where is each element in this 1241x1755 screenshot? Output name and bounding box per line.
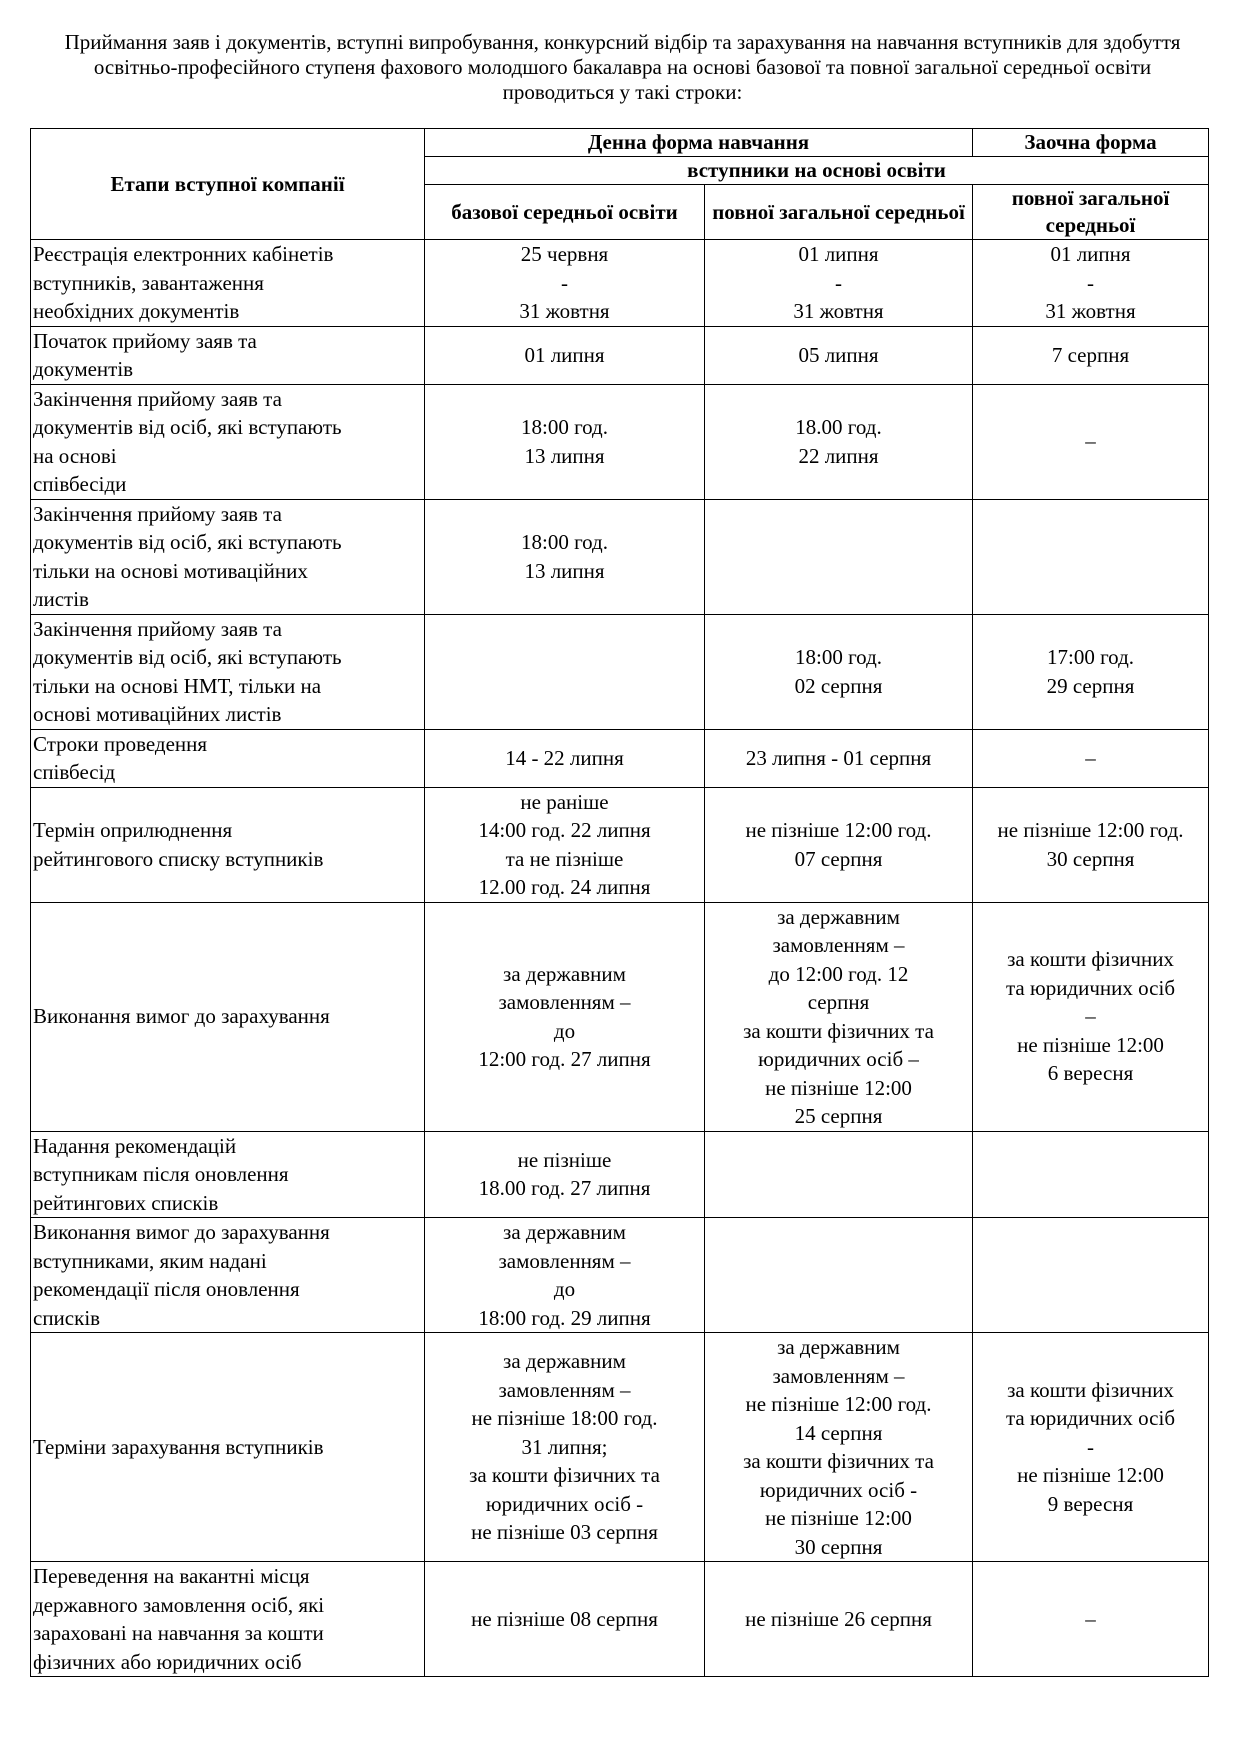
full-secondary-part-time-cell [973, 729, 1209, 787]
cell-line: та юридичних осіб [1006, 1406, 1176, 1431]
header-col-basic: базової середньої освіти [425, 185, 705, 240]
cell-line: не пізніше 12:00 [1017, 1032, 1164, 1057]
cell-line: 18:00 год. [520, 415, 608, 439]
cell-line: не пізніше 26 серпня [745, 1606, 932, 1631]
table-row [31, 614, 1209, 729]
cell-line: 31 жовтня [1045, 299, 1136, 323]
cell-line: 02 серпня [794, 673, 883, 698]
cell-line: 13 липня [524, 558, 605, 583]
cell-line: 01 липня [798, 242, 879, 266]
cell-line: Термін оприлюднення [33, 818, 233, 842]
cell-line: документів від осіб, які вступають [33, 645, 342, 669]
cell-line: рейтингових списків [33, 1190, 219, 1215]
cell-line: 23 липня - 01 серпня [745, 745, 932, 770]
cell-line: 05 липня [798, 342, 879, 367]
cell-line: за державним [777, 904, 900, 929]
cell-line: державного замовлення осіб, які [33, 1592, 325, 1617]
cell-line: 29 серпня [1046, 673, 1135, 698]
cell-line: рейтингового списку вступників [33, 846, 324, 871]
cell-line: 17:00 год. [1047, 645, 1135, 669]
schedule-body [31, 240, 1209, 1677]
cell-line: за державним [503, 1349, 626, 1374]
basic-secondary-cell [425, 1562, 705, 1677]
header-row-forms [31, 129, 1209, 157]
cell-line: Початок прийому заяв та [33, 328, 257, 353]
cell-line: рекомендації після оновлення [33, 1277, 300, 1301]
cell-line: 31 жовтня [793, 299, 884, 323]
header-day-form: Денна форма навчання [425, 129, 973, 157]
cell-line: Виконання вимог до зарахування [33, 1220, 330, 1244]
cell-line: - [835, 270, 842, 295]
basic-secondary-cell [425, 326, 705, 384]
cell-line: Закінчення прийому заяв та [33, 386, 282, 411]
cell-line: Закінчення прийому заяв та [33, 616, 282, 641]
table-row [31, 240, 1209, 327]
cell-line: вступників, завантаження [33, 270, 264, 295]
cell-line: не пізніше 12:00 год. [997, 818, 1184, 842]
cell-line: документів [33, 357, 134, 381]
table-row [31, 1562, 1209, 1677]
full-secondary-part-time-cell [973, 1131, 1209, 1218]
cell-line: документів від осіб, які вступають [33, 530, 342, 554]
cell-line: не пізніше 12:00 год. [745, 818, 932, 842]
cell-line: 01 липня [524, 342, 605, 367]
cell-line: 31 жовтня [519, 299, 610, 323]
full-secondary-day-cell [705, 1218, 973, 1333]
table-row [31, 1218, 1209, 1333]
cell-line: 6 вересня [1047, 1061, 1134, 1086]
cell-line: списків [33, 1305, 101, 1330]
header-stages: Етапи вступної компанії [31, 129, 425, 240]
cell-line: Переведення на вакантні місця [33, 1564, 310, 1588]
cell-line: не пізніше 18:00 год. [471, 1406, 658, 1431]
cell-line: 18:00 год. 29 липня [478, 1305, 651, 1330]
cell-line: за державним [503, 961, 626, 986]
table-row [31, 729, 1209, 787]
cell-line: за державним [503, 1220, 626, 1244]
full-secondary-part-time-cell [973, 787, 1209, 902]
cell-line: 18.00 год. 27 липня [478, 1176, 651, 1201]
table-row [31, 384, 1209, 499]
basic-secondary-cell [425, 1333, 705, 1562]
table-row [31, 1333, 1209, 1562]
cell-line: Строки проведення [33, 731, 208, 756]
cell-line: Закінчення прийому заяв та [33, 501, 282, 526]
cell-line: не пізніше 03 серпня [471, 1520, 658, 1545]
cell-line: 18:00 год. [520, 530, 608, 554]
cell-line: 07 серпня [794, 846, 883, 871]
full-secondary-day-cell [705, 240, 973, 327]
cell-line: тільки на основі НМТ, тільки на [33, 673, 322, 698]
cell-line: до [553, 1277, 576, 1301]
cell-line: замовленням – [498, 1248, 631, 1273]
cell-line: 7 серпня [1051, 342, 1130, 367]
basic-secondary-cell [425, 787, 705, 902]
full-secondary-day-cell [705, 614, 973, 729]
cell-line: 14 серпня [794, 1420, 883, 1445]
full-secondary-day-cell [705, 499, 973, 614]
cell-line: та не пізніше [505, 846, 624, 871]
cell-line: 01 липня [1050, 242, 1131, 266]
cell-line: за кошти фізичних та [743, 1018, 934, 1043]
basic-secondary-cell [425, 1218, 705, 1333]
full-secondary-day-cell [705, 787, 973, 902]
cell-line: – [1085, 745, 1096, 770]
full-secondary-part-time-cell [973, 1218, 1209, 1333]
cell-line: Терміни зарахування вступників [33, 1434, 324, 1459]
basic-secondary-cell [425, 1131, 705, 1218]
cell-line: Виконання вимог до зарахування [33, 1004, 330, 1029]
cell-line: 12.00 год. 24 липня [478, 875, 651, 899]
cell-line: 22 липня [798, 443, 879, 468]
cell-line: вступникам після оновлення [33, 1162, 289, 1186]
stage-cell [31, 1131, 425, 1218]
cell-line: не пізніше 08 серпня [471, 1606, 658, 1631]
cell-line: за кошти фізичних [1007, 947, 1174, 972]
cell-line: на основі [33, 443, 117, 468]
cell-line: 9 вересня [1047, 1491, 1134, 1516]
stage-cell [31, 326, 425, 384]
cell-line: – [1085, 429, 1096, 454]
cell-line: за кошти фізичних та [469, 1463, 660, 1488]
cell-line: тільки на основі мотиваційних [33, 558, 308, 583]
cell-line: за кошти фізичних [1007, 1377, 1174, 1402]
cell-line: 12:00 год. 27 липня [478, 1047, 651, 1071]
table-row [31, 1131, 1209, 1218]
cell-line: не пізніше 12:00 [1017, 1463, 1164, 1488]
cell-line: 25 червня [520, 242, 609, 266]
stage-cell [31, 614, 425, 729]
full-secondary-day-cell [705, 326, 973, 384]
cell-line: за державним [777, 1335, 900, 1359]
cell-line: Реєстрація електронних кабінетів [33, 242, 334, 266]
stage-cell [31, 902, 425, 1131]
full-secondary-day-cell [705, 384, 973, 499]
cell-line: – [1085, 1004, 1096, 1029]
intro-paragraph: Приймання заяв і документів, вступні випробування, конкурсний відбір та зарахування на навчання вступників для здобуття освітньо-професійного ступеня фахового молодшого бакалавра на основі базової та повної загальної середньої освіти проводиться у такі строки: [64, 30, 1181, 104]
cell-line: листів [33, 587, 89, 611]
cell-line: та юридичних осіб [1006, 975, 1176, 1000]
cell-line: документів від осіб, які вступають [33, 415, 342, 439]
stage-cell [31, 240, 425, 327]
cell-line: зараховані на навчання за кошти [33, 1621, 324, 1645]
full-secondary-day-cell [705, 1131, 973, 1218]
cell-line: замовленням – [498, 990, 631, 1014]
cell-line: співбесід [33, 760, 116, 784]
cell-line: не пізніше 12:00 [765, 1075, 912, 1100]
basic-secondary-cell [425, 614, 705, 729]
cell-line: 30 серпня [794, 1534, 883, 1559]
cell-line: співбесіди [33, 472, 127, 496]
full-secondary-part-time-cell [973, 384, 1209, 499]
cell-line: замовленням – [772, 1363, 905, 1388]
cell-line: серпня [807, 990, 870, 1014]
cell-line: 31 липня; [521, 1434, 608, 1459]
full-secondary-part-time-cell [973, 240, 1209, 327]
full-secondary-day-cell [705, 902, 973, 1131]
stage-cell [31, 1333, 425, 1562]
cell-line: не пізніше 12:00 год. [745, 1392, 932, 1416]
cell-line: не раніше [520, 789, 609, 814]
full-secondary-part-time-cell [973, 326, 1209, 384]
cell-line: 30 серпня [1046, 846, 1135, 871]
cell-line: 25 серпня [794, 1104, 883, 1128]
cell-line: не пізніше [517, 1147, 612, 1172]
cell-line: юридичних осіб - [759, 1477, 918, 1502]
cell-line: 18.00 год. [795, 415, 882, 439]
table-row [31, 326, 1209, 384]
stage-cell [31, 1218, 425, 1333]
table-row [31, 499, 1209, 614]
basic-secondary-cell [425, 384, 705, 499]
stage-cell [31, 729, 425, 787]
stage-cell [31, 499, 425, 614]
cell-line: - [1087, 270, 1095, 295]
basic-secondary-cell [425, 902, 705, 1131]
header-entrants-basis: вступники на основі освіти [425, 157, 1209, 185]
cell-line: вступниками, яким надані [33, 1248, 267, 1273]
cell-line: - [561, 270, 568, 295]
full-secondary-part-time-cell [973, 902, 1209, 1131]
header-col-full-part: повної загальної середньої [973, 185, 1209, 240]
cell-line: – [1085, 1606, 1096, 1631]
stage-cell [31, 1562, 425, 1677]
cell-line: замовленням – [498, 1377, 631, 1402]
cell-line: за кошти фізичних та [743, 1449, 934, 1473]
cell-line: 18:00 год. [795, 645, 883, 669]
full-secondary-part-time-cell [973, 1562, 1209, 1677]
admission-schedule-table [30, 128, 1209, 1677]
cell-line: до [553, 1018, 576, 1043]
cell-line: Надання рекомендацій [33, 1133, 237, 1158]
table-row [31, 902, 1209, 1131]
header-part-time-form: Заочна форма [973, 129, 1209, 157]
full-secondary-day-cell [705, 729, 973, 787]
cell-line: 13 липня [524, 443, 605, 468]
cell-line: - [1087, 1434, 1095, 1459]
full-secondary-day-cell [705, 1333, 973, 1562]
full-secondary-part-time-cell [973, 499, 1209, 614]
cell-line: необхідних документів [33, 299, 240, 323]
cell-line: не пізніше 12:00 [765, 1506, 912, 1530]
stage-cell [31, 787, 425, 902]
basic-secondary-cell [425, 240, 705, 327]
cell-line: основі мотиваційних листів [33, 702, 282, 726]
cell-line: фізичних або юридичних осіб [33, 1649, 302, 1674]
stage-cell [31, 384, 425, 499]
full-secondary-part-time-cell [973, 614, 1209, 729]
cell-line: юридичних осіб - [485, 1491, 644, 1516]
cell-line: замовленням – [772, 933, 905, 957]
table-row [31, 787, 1209, 902]
cell-line: юридичних осіб – [758, 1047, 919, 1071]
full-secondary-part-time-cell [973, 1333, 1209, 1562]
basic-secondary-cell [425, 499, 705, 614]
header-col-full-day: повної загальної середньої [705, 185, 973, 240]
cell-line: до 12:00 год. 12 [768, 961, 909, 986]
full-secondary-day-cell [705, 1562, 973, 1677]
cell-line: 14 - 22 липня [505, 745, 624, 770]
cell-line: 14:00 год. 22 липня [478, 818, 651, 842]
basic-secondary-cell [425, 729, 705, 787]
